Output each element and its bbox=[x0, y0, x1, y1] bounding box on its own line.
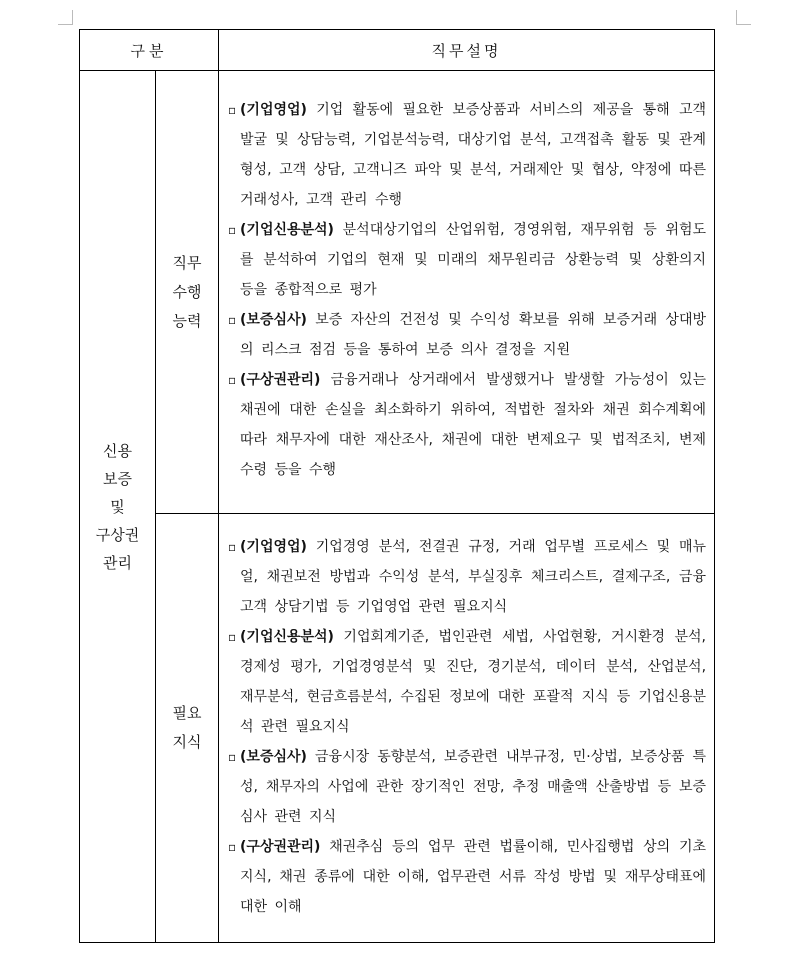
list-item bbox=[228, 305, 706, 365]
list-item bbox=[228, 742, 706, 832]
section-row-knowledge bbox=[80, 514, 715, 943]
item-title: (기업영업) bbox=[240, 102, 307, 118]
item-title: (기업신용분석) bbox=[240, 629, 334, 645]
category-line: 보증 bbox=[103, 469, 132, 488]
item-text: 분석대상기업의 산업위험, 경영위험, 재무위험 등 위험도를 분석하여 기업의 현재 및 미래의 채무원리금 상환능력 및 상환의지 등을 종합적으로 평가 bbox=[240, 222, 707, 298]
subcategory-ability bbox=[156, 71, 219, 514]
item-title: (기업신용분석) bbox=[240, 222, 334, 238]
category-line: 및 bbox=[110, 497, 125, 516]
bullet-icon: ▫ bbox=[228, 373, 237, 387]
item-text: 보증 자산의 건전성 및 수익성 확보를 위해 보증거래 상대방의 리스크 점검 등을 통하여 보증 의사 결정을 지원 bbox=[240, 312, 707, 358]
page-corner-mark-left bbox=[58, 10, 73, 25]
item-title: (기업영업) bbox=[240, 539, 307, 555]
category-line: 구상권 bbox=[95, 525, 140, 544]
subcategory-knowledge bbox=[156, 514, 219, 943]
description-knowledge bbox=[219, 514, 715, 943]
subcategory-line: 필요 bbox=[172, 704, 202, 722]
category-line: 신용 bbox=[103, 441, 132, 460]
list-item bbox=[228, 215, 706, 305]
bullet-icon: ▫ bbox=[228, 103, 237, 117]
item-title: (보증심사) bbox=[240, 312, 307, 328]
item-text: 기업경영 분석, 전결권 규정, 거래 업무별 프로세스 및 매뉴얼, 채권보전 방법과 수익성 분석, 부실징후 체크리스트, 결제구조, 금융고객 상담기법 등 기업영업 관련 필요지식 bbox=[240, 539, 707, 615]
item-text: 기업회계기준, 법인관련 세법, 사업현황, 거시환경 분석, 경제성 평가, 기업경영분석 및 진단, 경기분석, 데이터 분석, 산업분석, 재무분석, 현금흐름분석, 수집된 정보에 대한 포괄적 지식 등 기업신용분석 관련 필요지식 bbox=[240, 629, 707, 735]
page-corner-mark-right bbox=[736, 10, 751, 25]
item-title: (구상권관리) bbox=[240, 372, 321, 388]
item-text: 금융거래나 상거래에서 발생했거나 발생할 가능성이 있는 채권에 대한 손실을 최소화하기 위하여, 적법한 절차와 채권 회수계획에 따라 채무자에 대한 재산조사, 채권에 대한 변제요구 및 법적조치, 변제수령 등을 수행 bbox=[240, 372, 707, 478]
list-item bbox=[228, 532, 706, 622]
header-row bbox=[80, 30, 715, 71]
job-description-table bbox=[79, 29, 715, 943]
subcategory-line: 지식 bbox=[172, 733, 202, 751]
bullet-icon: ▫ bbox=[228, 840, 237, 854]
section-row-ability bbox=[80, 71, 715, 514]
header-description: 직무설명 bbox=[219, 30, 715, 71]
item-text: 금융시장 동향분석, 보증관련 내부규정, 민·상법, 보증상품 특성, 채무자의 사업에 관한 장기적인 전망, 추정 매출액 산출방법 등 보증심사 관련 지식 bbox=[240, 749, 707, 825]
header-category: 구분 bbox=[80, 30, 219, 71]
list-item bbox=[228, 622, 706, 742]
item-title: (보증심사) bbox=[240, 749, 307, 765]
category-line: 관리 bbox=[103, 553, 132, 572]
bullet-icon: ▫ bbox=[228, 540, 237, 554]
bullet-icon: ▫ bbox=[228, 630, 237, 644]
subcategory-line: 능력 bbox=[172, 311, 202, 330]
item-text: 채권추심 등의 업무 관련 법률이해, 민사집행법 상의 기초지식, 채권 종류에 대한 이해, 업무관련 서류 작성 방법 및 재무상태표에 대한 이해 bbox=[240, 839, 707, 915]
subcategory-line: 수행 bbox=[172, 282, 202, 301]
category-cell bbox=[80, 71, 156, 943]
list-item bbox=[228, 832, 706, 922]
item-text: 기업 활동에 필요한 보증상품과 서비스의 제공을 통해 고객 발굴 및 상담능력, 기업분석능력, 대상기업 분석, 고객접촉 활동 및 관계형성, 고객 상담, 고객니즈 파악 및 분석, 거래제안 및 협상, 약정에 따른 거래성사, 고객 관리 수행 bbox=[240, 102, 707, 208]
bullet-icon: ▫ bbox=[228, 750, 237, 764]
item-title: (구상권관리) bbox=[240, 839, 321, 855]
list-item bbox=[228, 95, 706, 215]
list-item bbox=[228, 365, 706, 485]
bullet-icon: ▫ bbox=[228, 313, 237, 327]
subcategory-line: 직무 bbox=[172, 253, 202, 272]
bullet-icon: ▫ bbox=[228, 223, 237, 237]
description-ability bbox=[219, 71, 715, 514]
